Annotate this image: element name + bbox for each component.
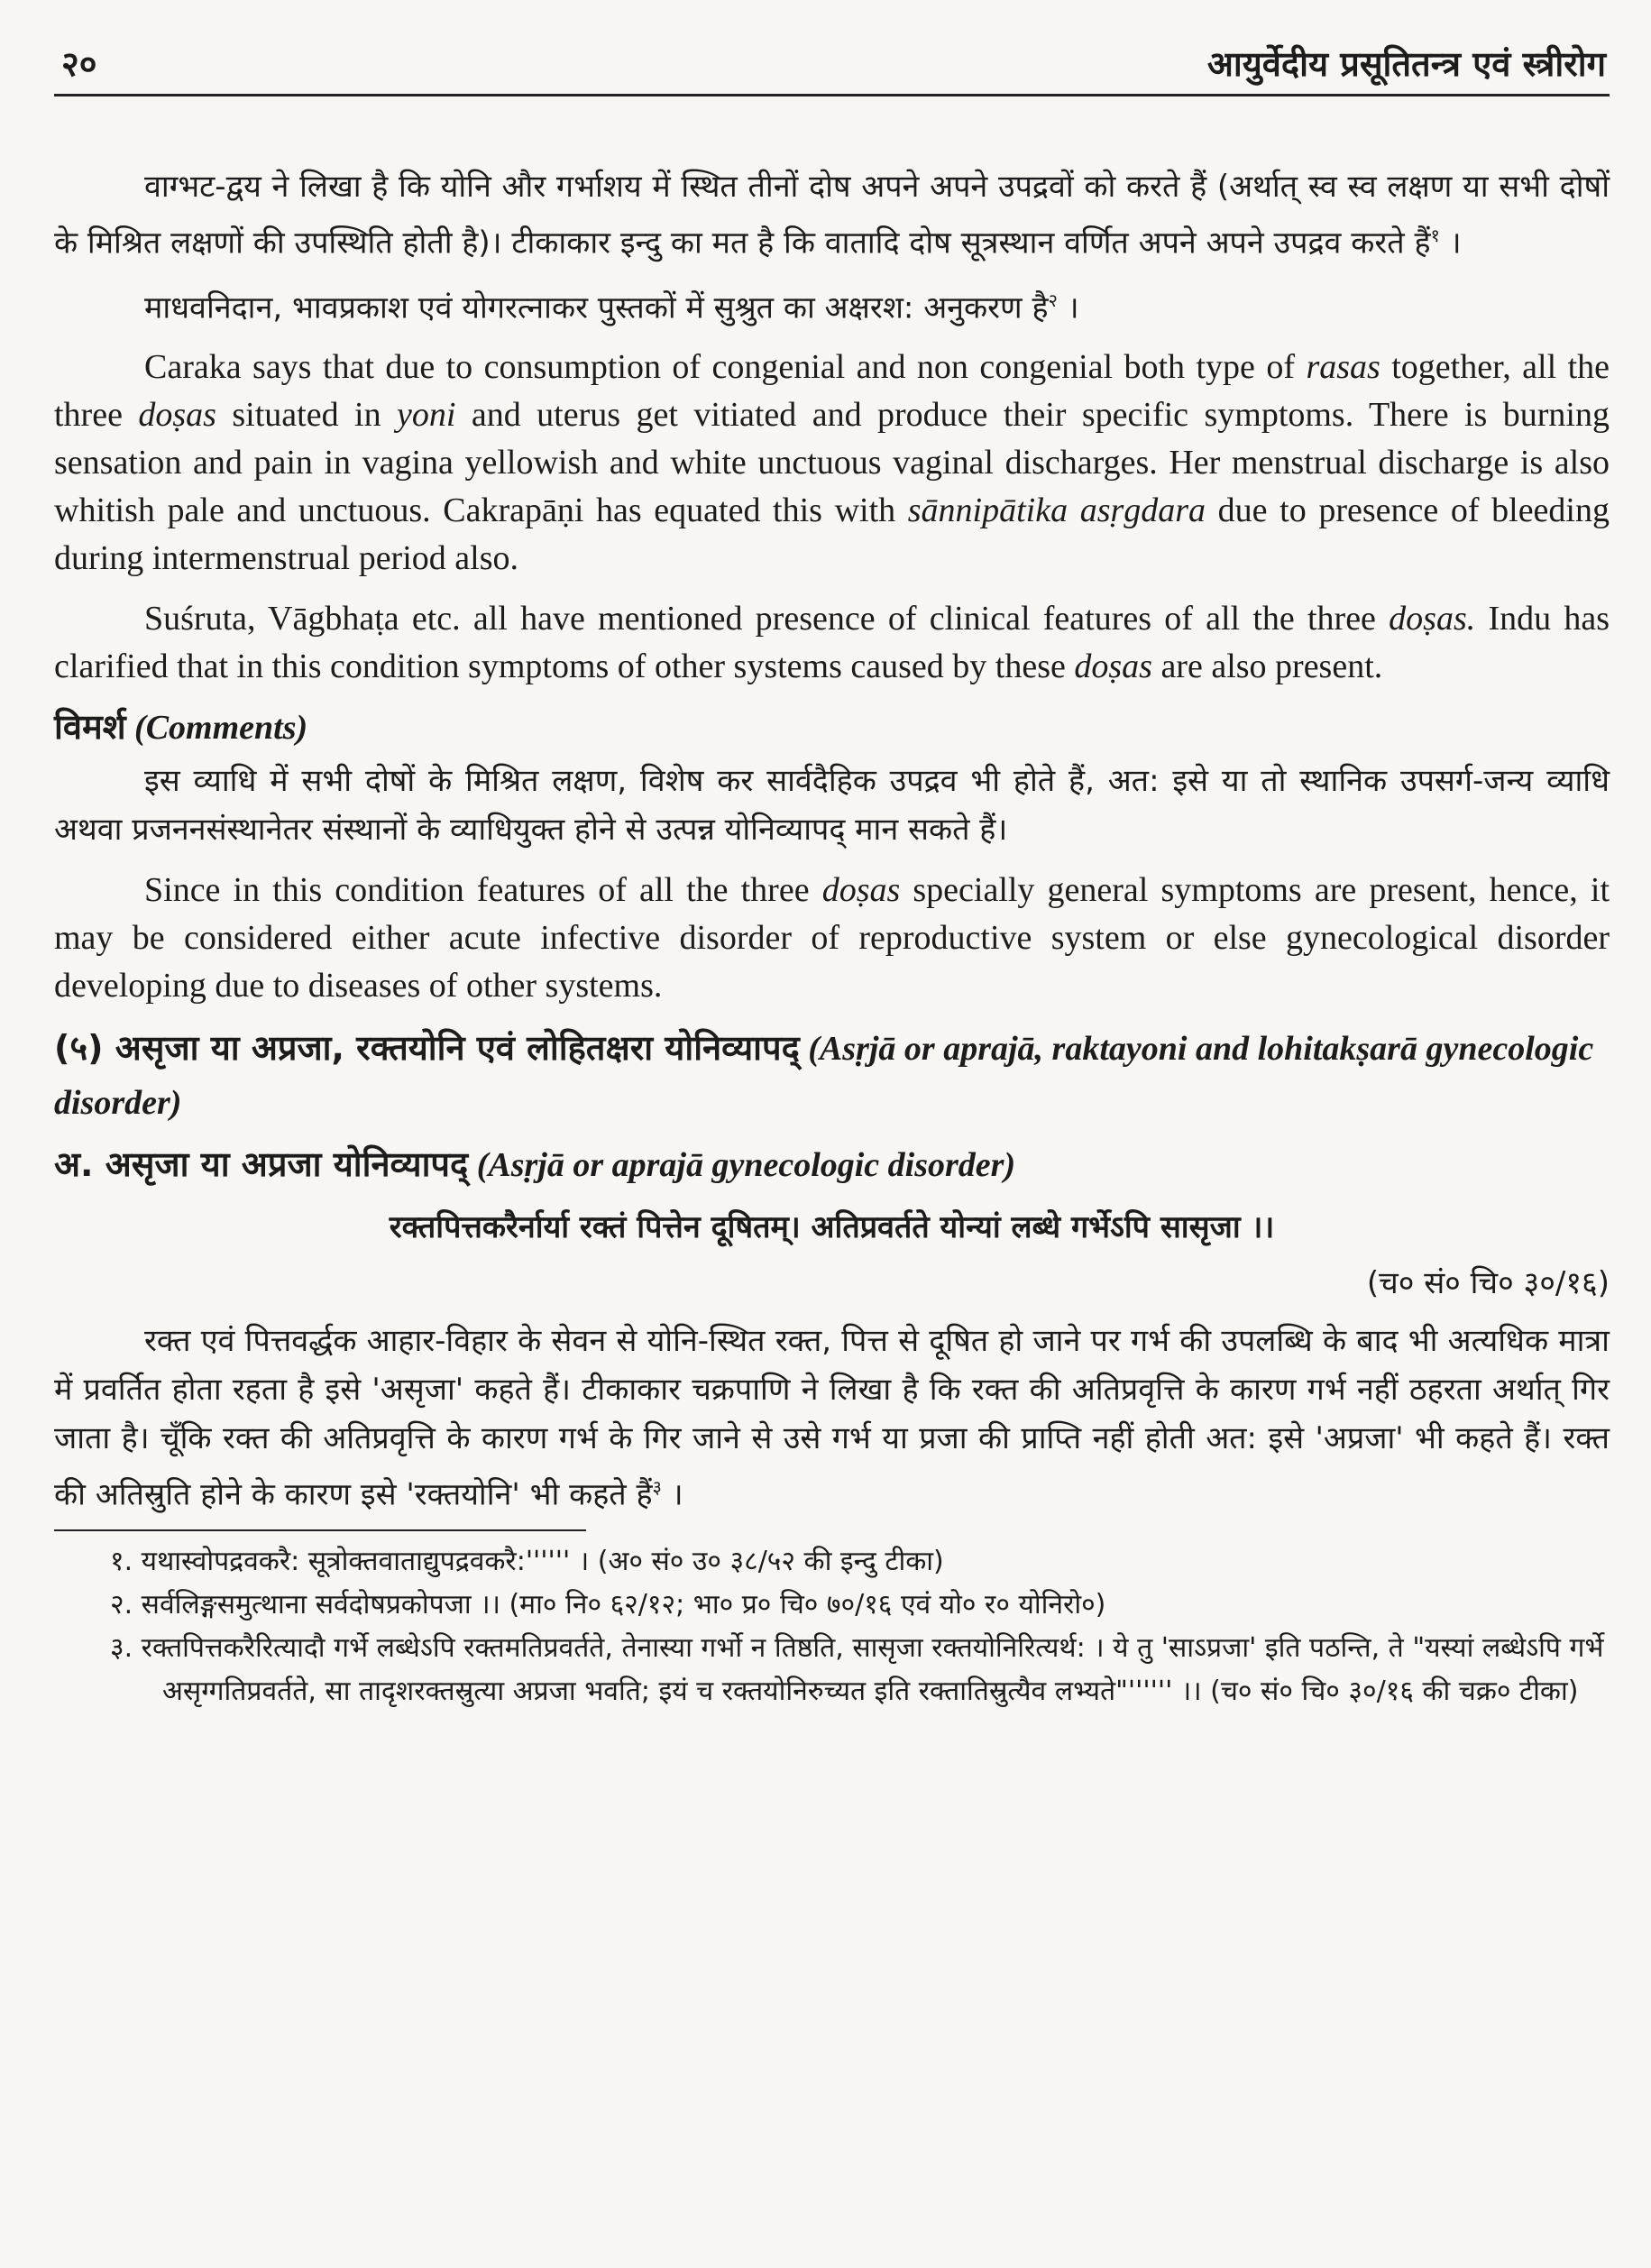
sanskrit-verse: रक्तपित्तकरैर्नार्या रक्तं पित्तेन दूषितम्। अतिप्रवर्तते योन्यां लब्धे गर्भेऽपि सासृजा ।। [389,1208,1275,1245]
page-body [54,162,1610,1713]
footnote-1: १. यथास्वोपद्रवकरै: सूत्रोक्तवाताद्युपद्रवकरै:'''''' । (अ० सं० उ० ३८/५२ की इन्दु टीका) [110,1545,944,1577]
english-paragraph-3: Since in this condition features of all the three doṣas specially general symptoms are present, hence, it may be considered either acute infective disorder of reproductive system or else gynecological disorder developing due to diseases of other systems. [54,870,1610,1005]
verse-reference: (च० सं० चि० ३०/१६) [1366,1264,1610,1301]
hindi-paragraph-2: माधवनिदान, भावप्रकाश एवं योगरत्नाकर पुस्तकों में सुश्रुत का अक्षरश: अनुकरण है$^२$ । [144,289,1079,326]
footnote-2: २. सर्वलिङ्गसमुत्थाना सर्वदोषप्रकोपजा ।। (मा० नि० ६२/१२; भा० प्र० चि० ७०/१६ एवं यो० र० योनिरो०) [110,1588,1106,1621]
subsection-a-heading: अ. असृजा या अप्रजा योनिव्यापद् (Asṛjā or aprajā gynecologic disorder) [54,1143,1016,1184]
footnote-divider [54,1529,586,1531]
comments-heading: विमर्श (Comments) [54,706,308,747]
section-5-heading: (५) असृजा या अप्रजा, रक्तयोनि एवं लोहितक्षरा योनिव्यापद् (Asṛjā or aprajā, raktayoni and lohitakṣarā gynecologic disorder) [54,1027,1594,1122]
footnote-ref-2: २ [1048,289,1058,312]
page-header [54,36,1610,96]
footnote-ref-3: ३ [652,1475,662,1498]
hindi-paragraph-1: वाग्भट-द्वय ने लिखा है कि योनि और गर्भाशय में स्थित तीनों दोष अपने अपने उपद्रवों को करते हैं (अर्थात् स्व स्व लक्षण या सभी दोषों के मिश्रित लक्षणों की उपस्थिति होती है)। टीकाकार इन्दु का मत है कि वातादि दोष सूत्रस्थान वर्णित अपने अपने उपद्रव करते हैं$^१$ । [54,169,1610,262]
running-title: आयुर्वेदीय प्रसूतितन्त्र एवं स्त्रीरोग [1206,44,1606,84]
footnote-3: ३. रक्तपित्तकरैरित्यादौ गर्भे लब्धेऽपि रक्तमतिप्रवर्तते, तेनास्या गर्भो न तिष्ठति, सासृजा रक्तयोनिरित्यर्थ: । ये तु 'साऽप्रजा' इति पठन्ति, ते "यस्यां लब्धेऽपि गर्भे असृग्गतिप्रवर्तते, सा तादृशरक्तस्रुत्या अप्रजा भवति; इयं च रक्तयोनिरुच्यत इति रक्तातिस्रुत्यैव लभ्यते"'''''' ।। (च० सं० चि० ३०/१६ की चक्र० टीका) [110,1631,1604,1707]
english-paragraph-2: Suśruta, Vāgbhaṭa etc. all have mentioned presence of clinical features of all the three doṣas. Indu has clarified that in this condition symptoms of other systems caused by these doṣas are also present. [54,599,1610,685]
hindi-paragraph-3: इस व्याधि में सभी दोषों के मिश्रित लक्षण, विशेष कर सार्वदैहिक उपद्रव भी होते हैं, अत: इसे या तो स्थानिक उपसर्ग-जन्य व्याधि अथवा प्रजननसंस्थानेतर संस्थानों के व्याधियुक्त होने से उत्पन्न योनिव्यापद् मान सकते हैं। [54,762,1610,848]
page-number: २० [61,44,97,84]
hindi-paragraph-4: रक्त एवं पित्तवर्द्धक आहार-विहार के सेवन से योनि-स्थित रक्त, पित्त से दूषित हो जाने पर गर्भ की उपलब्धि के बाद भी अत्यधिक मात्रा में प्रवर्तित होता रहता है इसे 'असृजा' कहते हैं। टीकाकार चक्रपाणि ने लिखा है कि रक्त की अतिप्रवृत्ति के कारण गर्भ नहीं ठहरता अर्थात् गिर जाता है। चूँकि रक्त की अतिप्रवृत्ति के कारण गर्भ के गिर जाने से उसे गर्भ या प्रजा की प्राप्ति नहीं होती अत: इसे 'अप्रजा' भी कहते हैं। रक्त की अतिस्रुति होने के कारण इसे 'रक्तयोनि' भी कहते हैं$^३$ । [54,1322,1610,1512]
footnote-ref-1: १ [1430,225,1440,246]
english-paragraph-1: Caraka says that due to consumption of congenial and non congenial both type of rasas together, all the three doṣas situated in yoni and uterus get vitiated and produce their specific symptoms. There is burning sensation and pain in vagina yellowish and white unctuous vaginal discharges. Her menstrual discharge is also whitish pale and unctuous. Cakrapāṇi has equated this with sānnipātika asṛgdara due to presence of bleeding during intermenstrual period also. [54,347,1610,577]
footnotes [54,1540,1610,1713]
